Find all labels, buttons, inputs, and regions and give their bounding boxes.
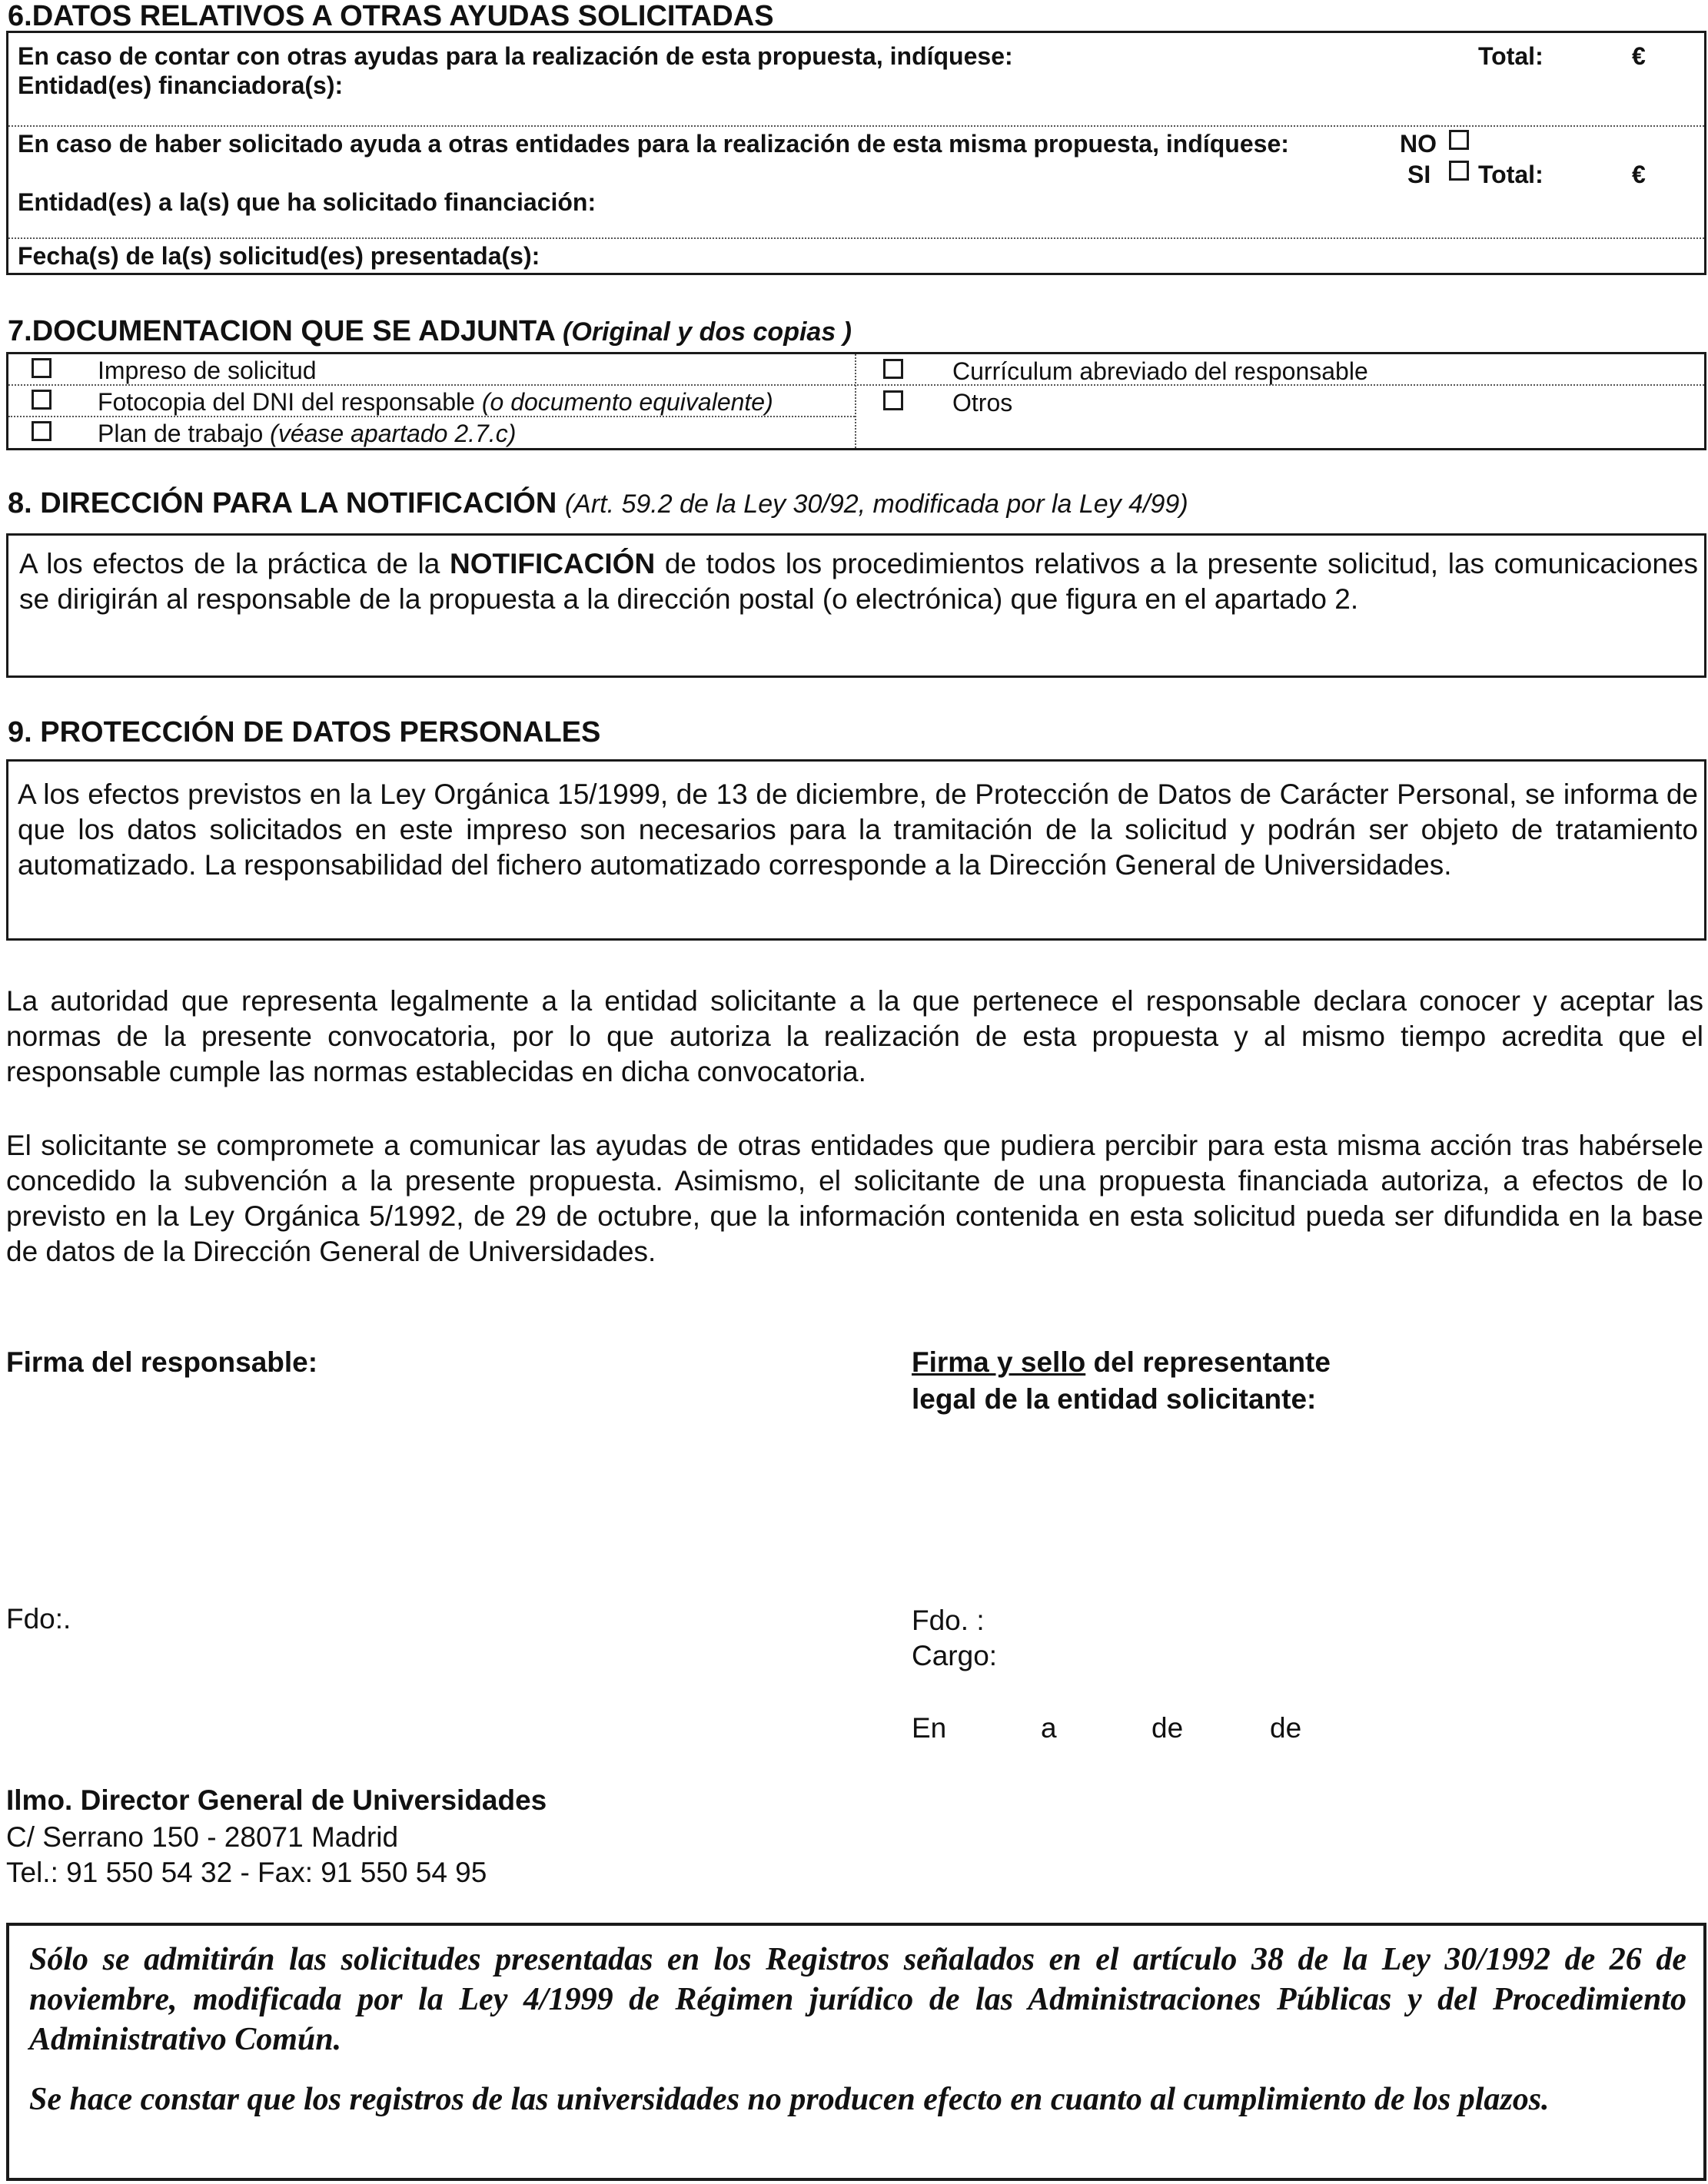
doc-checkbox[interactable] (883, 359, 903, 379)
section-9-title: 9. PROTECCIÓN DE DATOS PERSONALES (8, 716, 601, 748)
divider (8, 416, 855, 417)
doc-checkbox[interactable] (883, 390, 903, 410)
firma-responsable-label: Firma del responsable: (6, 1346, 318, 1378)
place-de-1: de (1151, 1712, 1184, 1744)
doc-item-note: (véase apartado 2.7.c) (270, 420, 517, 447)
entidades-financiadoras-label: Entidad(es) financiadora(s): (18, 71, 344, 99)
notificacion-text-pre: A los efectos de la práctica de la (19, 548, 450, 579)
place-a: a (1041, 1712, 1057, 1744)
currency-symbol-2: € (1632, 161, 1646, 188)
divider (8, 237, 1704, 239)
declaration-paragraph-2: El solicitante se compromete a comunicar las ayudas de otras entidades que pudiera percibir para esta misma acción tras habérsele concedido la subvención a la presente propuesta. Asimismo, el solicitante de una propuesta financiada autoriza, a efectos de lo previsto en la Ley Orgánica 5/1992, de 29 de octubre, que la información contenida en esta solicitud pueda ser difundida en la base de datos de la Dirección General de Universidades. (6, 1130, 1703, 1267)
notice-box (6, 1923, 1706, 2181)
doc-item-label: Fotocopia del DNI del responsable (98, 388, 482, 416)
section-6-box (6, 31, 1706, 275)
fdo-representante-label: Fdo. : (912, 1605, 985, 1636)
firma-representante-rest: del representante (1085, 1346, 1331, 1378)
currency-symbol: € (1632, 42, 1646, 70)
address-name: Ilmo. Director General de Universidades (6, 1784, 547, 1816)
firma-sello-label: Firma y sello (912, 1346, 1086, 1378)
section-8-box (6, 533, 1706, 678)
doc-item-label: Impreso de solicitud (98, 357, 317, 384)
si-label: SI (1407, 161, 1431, 188)
no-checkbox[interactable] (1449, 130, 1469, 150)
notice-paragraph-1: Sólo se admitirán las solicitudes presentadas en los Registros señalados en el artículo 38 de la Ley 30/1992 de 26 de noviembre, modificada por la Ley 4/1999 de Régimen jurídico de las Administraciones Públicas y del Procedimiento Administrativo Común. (29, 1942, 1686, 2057)
section-8-title (8, 489, 1188, 518)
divider (8, 384, 1704, 386)
declaration-paragraph-1: La autoridad que representa legalmente a la entidad solicitante a la que pertenece el responsable declara conocer y aceptar las normas de la presente convocatoria, por lo que autoriza la realización de esta propuesta y al mismo tiempo acredita que el responsable cumple las normas establecidas en dicha convocatoria. (6, 985, 1703, 1087)
address-phone: Tel.: 91 550 54 32 - Fax: 91 550 54 95 (6, 1857, 487, 1888)
notice-paragraph-2: Se hace constar que los registros de las universidades no producen efecto en cuanto al cumplimiento de los plazos. (29, 2082, 1550, 2117)
firma-representante-label (912, 1348, 1331, 1376)
doc-item-plan (98, 421, 516, 446)
section-8-subtitle: (Art. 59.2 de la Ley 30/92, modificada por la Ley 4/99) (564, 490, 1188, 519)
section-6-title: 6.DATOS RELATIVOS A OTRAS AYUDAS SOLICITADAS (8, 0, 774, 32)
proteccion-datos-text: A los efectos previstos en la Ley Orgánica 15/1999, de 13 de diciembre, de Protección de Datos de Carácter Personal, se informa de que los datos solicitados en este impreso son necesarios para la tramitación de la solicitud y podrán ser objeto de tratamiento automatizado. La responsabilidad del fichero automatizado corresponde a la Dirección General de Universidades. (18, 778, 1698, 881)
place-en: En (912, 1712, 947, 1744)
doc-item-dni (98, 390, 773, 414)
cargo-label: Cargo: (912, 1640, 998, 1671)
place-de-2: de (1270, 1712, 1302, 1744)
section-7-title-text: 7.DOCUMENTACION QUE SE ADJUNTA (8, 315, 555, 347)
ayuda-solicitada-text: En caso de haber solicitado ayuda a otras entidades para la realización de esta misma propuesta, indíquese: (18, 130, 1289, 158)
entidades-solicitado-label: Entidad(es) a la(s) que ha solicitado financiación: (18, 188, 596, 216)
doc-checkbox[interactable] (32, 390, 52, 410)
section-8-title-text: 8. DIRECCIÓN PARA LA NOTIFICACIÓN (8, 487, 557, 519)
doc-checkbox[interactable] (32, 421, 52, 441)
notificacion-text-post: de todos los procedimientos relativos a la presente solicitud, las comunicaciones se dirigirán al responsable de la propuesta a la dirección postal (o electrónica) que figura en el apartado 2. (19, 548, 1698, 615)
entidad-solicitante-label: legal de la entidad solicitante: (912, 1383, 1317, 1415)
section-7-box (6, 352, 1706, 450)
fechas-label: Fecha(s) de la(s) solicitud(es) presentada(s): (18, 242, 540, 270)
total-label: Total: (1478, 42, 1544, 70)
doc-checkbox[interactable] (32, 358, 52, 378)
column-divider (855, 354, 856, 448)
address-street: C/ Serrano 150 - 28071 Madrid (6, 1821, 399, 1853)
no-label: NO (1400, 130, 1437, 158)
section-7-title (8, 317, 852, 346)
section-9-box (6, 759, 1706, 941)
notificacion-keyword: NOTIFICACIÓN (449, 548, 656, 579)
notificacion-text (19, 546, 1698, 617)
total-label-2: Total: (1478, 161, 1544, 188)
doc-item-impreso (98, 358, 317, 383)
si-checkbox[interactable] (1449, 161, 1469, 181)
doc-item-label: Plan de trabajo (98, 420, 271, 447)
doc-item-otros: Otros (952, 389, 1013, 417)
section-7-subtitle: (Original y dos copias ) (563, 317, 852, 347)
divider (8, 125, 1704, 127)
doc-item-curriculum: Currículum abreviado del responsable (952, 357, 1368, 385)
doc-item-note: (o documento equivalente) (481, 388, 773, 416)
fdo-responsable-label: Fdo:. (6, 1603, 71, 1635)
otras-ayudas-text: En caso de contar con otras ayudas para la realización de esta propuesta, indíquese: (18, 42, 1013, 70)
